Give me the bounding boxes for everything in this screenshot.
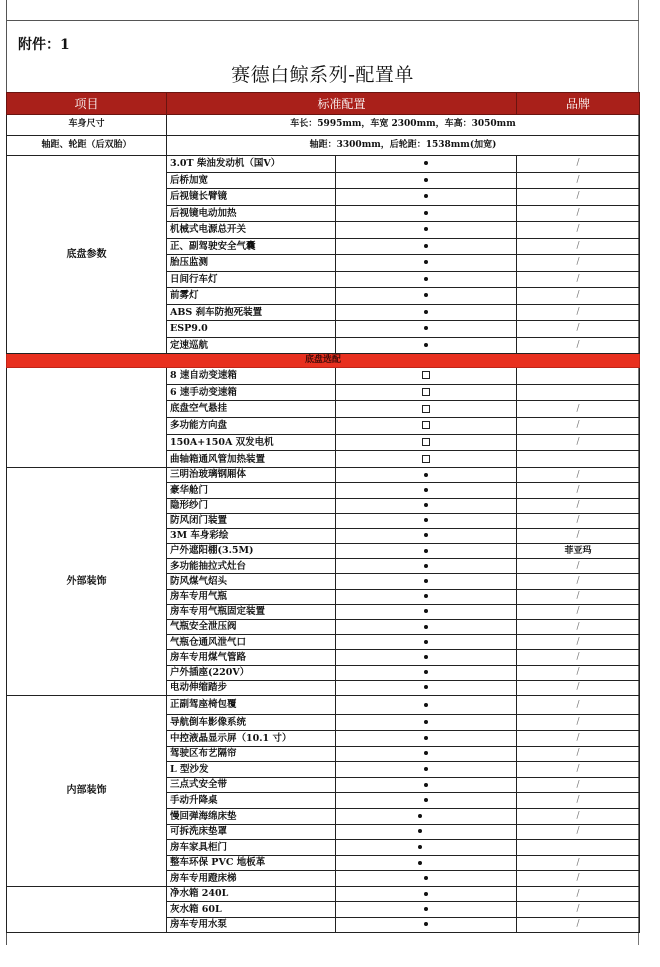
standard-dot-icon: [424, 178, 428, 182]
standard-mark-cell: [336, 321, 517, 338]
dimension-row-wheelbase: [7, 135, 640, 156]
optional-checkbox-icon: [422, 405, 430, 413]
standard-dot-icon: [424, 767, 428, 771]
standard-mark-cell: [336, 886, 517, 901]
standard-mark-cell: [336, 665, 517, 680]
standard-dot-icon: [424, 922, 428, 926]
item-name: 户外遮阳棚(3.5M): [167, 544, 336, 559]
brand-cell: /: [517, 337, 640, 354]
standard-dot-icon: [418, 829, 422, 833]
brand-cell: [517, 368, 640, 385]
standard-dot-icon: [424, 594, 428, 598]
item-name: 气瓶安全泄压阀: [167, 620, 336, 635]
brand-cell: /: [517, 731, 640, 747]
brand-cell: /: [517, 156, 640, 173]
item-name: 正副驾座椅包覆: [167, 695, 336, 715]
standard-dot-icon: [424, 564, 428, 568]
standard-mark-cell: [336, 255, 517, 272]
standard-dot-icon: [424, 685, 428, 689]
item-name: ABS 刹车防抱死装置: [167, 304, 336, 321]
standard-mark-cell: [336, 824, 517, 840]
standard-mark-cell: [336, 288, 517, 305]
item-name: 整车环保 PVC 地板革: [167, 855, 336, 871]
brand-cell: /: [517, 871, 640, 887]
standard-mark-cell: [336, 604, 517, 619]
standard-mark-cell: [336, 513, 517, 528]
brand-cell: /: [517, 746, 640, 762]
item-name: 正、副驾驶安全气囊: [167, 238, 336, 255]
item-name: 防风闭门装置: [167, 513, 336, 528]
brand-cell: /: [517, 650, 640, 665]
optional-checkbox-icon: [422, 455, 430, 463]
brand-cell: /: [517, 434, 640, 451]
item-name: 手动升降桌: [167, 793, 336, 809]
brand-cell: /: [517, 222, 640, 239]
standard-mark-cell: [336, 222, 517, 239]
optional-checkbox-icon: [422, 388, 430, 396]
brand-cell: /: [517, 886, 640, 901]
brand-cell: /: [517, 304, 640, 321]
attachment-label: 附件：1: [18, 37, 70, 53]
standard-mark-cell: [336, 635, 517, 650]
table-row: [7, 156, 640, 173]
standard-dot-icon: [424, 720, 428, 724]
item-name: 驾驶区布艺隔帘: [167, 746, 336, 762]
item-name: 慢回弹海绵床垫: [167, 809, 336, 825]
header-brand: 品牌: [517, 93, 640, 115]
dimension-label: 轴距、轮距（后双胎）: [7, 135, 167, 156]
item-name: 三明治玻璃钢厢体: [167, 468, 336, 483]
brand-cell: /: [517, 468, 640, 483]
standard-dot-icon: [424, 244, 428, 248]
brand-cell: /: [517, 513, 640, 528]
item-name: 多功能方向盘: [167, 418, 336, 435]
item-name: 房车专用蹬床梯: [167, 871, 336, 887]
standard-dot-icon: [418, 861, 422, 865]
standard-dot-icon: [424, 703, 428, 707]
standard-mark-cell: [336, 337, 517, 354]
standard-dot-icon: [424, 736, 428, 740]
brand-cell: /: [517, 172, 640, 189]
standard-mark-cell: [336, 434, 517, 451]
standard-dot-icon: [424, 533, 428, 537]
category-chassis-options: [7, 368, 167, 468]
standard-dot-icon: [424, 503, 428, 507]
item-name: 房车专用气瓶固定装置: [167, 604, 336, 619]
standard-mark-cell: [336, 544, 517, 559]
item-name: 可拆洗床垫罩: [167, 824, 336, 840]
standard-mark-cell: [336, 418, 517, 435]
brand-cell: /: [517, 483, 640, 498]
standard-mark-cell: [336, 451, 517, 468]
standard-dot-icon: [424, 518, 428, 522]
item-name: 机械式电源总开关: [167, 222, 336, 239]
item-name: 后视镜电动加热: [167, 205, 336, 222]
standard-dot-icon: [424, 655, 428, 659]
standard-dot-icon: [424, 907, 428, 911]
standard-mark-cell: [336, 559, 517, 574]
dimension-row-body: [7, 115, 640, 136]
standard-mark-cell: [336, 715, 517, 731]
brand-cell: /: [517, 793, 640, 809]
item-name: 定速巡航: [167, 337, 336, 354]
configuration-table: [6, 92, 640, 933]
standard-mark-cell: [336, 589, 517, 604]
dimension-value: 轴距：3300mm，后轮距：1538mm(加宽): [167, 135, 640, 156]
brand-cell: /: [517, 401, 640, 418]
standard-mark-cell: [336, 384, 517, 401]
brand-cell: /: [517, 809, 640, 825]
standard-dot-icon: [424, 670, 428, 674]
standard-dot-icon: [424, 892, 428, 896]
standard-dot-icon: [424, 277, 428, 281]
document-title: 赛德白鲸系列-配置单: [231, 64, 414, 86]
standard-mark-cell: [336, 777, 517, 793]
standard-mark-cell: [336, 731, 517, 747]
standard-dot-icon: [424, 798, 428, 802]
header-standard-config: 标准配置: [167, 93, 517, 115]
brand-cell: /: [517, 528, 640, 543]
standard-mark-cell: [336, 680, 517, 695]
standard-mark-cell: [336, 762, 517, 778]
standard-mark-cell: [336, 271, 517, 288]
item-name: 防风煤气炤头: [167, 574, 336, 589]
brand-cell: /: [517, 238, 640, 255]
standard-mark-cell: [336, 156, 517, 173]
standard-mark-cell: [336, 746, 517, 762]
standard-mark-cell: [336, 809, 517, 825]
brand-cell: /: [517, 604, 640, 619]
item-name: 房车专用气瓶: [167, 589, 336, 604]
item-name: 底盘空气悬挂: [167, 401, 336, 418]
standard-mark-cell: [336, 528, 517, 543]
standard-mark-cell: [336, 401, 517, 418]
brand-cell: /: [517, 288, 640, 305]
standard-mark-cell: [336, 483, 517, 498]
item-name: 3.0T 柴油发动机（国V）: [167, 156, 336, 173]
item-name: 曲轴箱通风管加热装置: [167, 451, 336, 468]
brand-cell: /: [517, 620, 640, 635]
brand-cell: /: [517, 665, 640, 680]
brand-cell: /: [517, 574, 640, 589]
table-row: [7, 695, 640, 715]
item-name: 中控液晶显示屏（10.1 寸）: [167, 731, 336, 747]
category-chassis: 底盘参数: [7, 156, 167, 354]
brand-cell: /: [517, 205, 640, 222]
brand-cell: /: [517, 680, 640, 695]
standard-dot-icon: [424, 161, 428, 165]
item-name: ESP9.0: [167, 321, 336, 338]
standard-mark-cell: [336, 238, 517, 255]
standard-dot-icon: [424, 625, 428, 629]
brand-cell: /: [517, 321, 640, 338]
item-name: 多功能抽拉式灶台: [167, 559, 336, 574]
brand-cell: /: [517, 635, 640, 650]
item-name: 8 速自动变速箱: [167, 368, 336, 385]
standard-mark-cell: [336, 205, 517, 222]
standard-dot-icon: [424, 194, 428, 198]
item-name: 户外插座(220V）: [167, 665, 336, 680]
standard-mark-cell: [336, 574, 517, 589]
brand-cell: /: [517, 777, 640, 793]
standard-mark-cell: [336, 498, 517, 513]
standard-dot-icon: [424, 260, 428, 264]
optional-checkbox-icon: [422, 421, 430, 429]
standard-mark-cell: [336, 172, 517, 189]
brand-cell: /: [517, 902, 640, 917]
standard-dot-icon: [424, 310, 428, 314]
standard-mark-cell: [336, 917, 517, 932]
standard-mark-cell: [336, 695, 517, 715]
item-name: 三点式安全带: [167, 777, 336, 793]
standard-dot-icon: [424, 211, 428, 215]
item-name: 隐形纱门: [167, 498, 336, 513]
item-name: 前雾灯: [167, 288, 336, 305]
dimension-label: 车身尺寸: [7, 115, 167, 136]
standard-mark-cell: [336, 468, 517, 483]
brand-cell: /: [517, 589, 640, 604]
standard-dot-icon: [424, 473, 428, 477]
section-title: 底盘选配: [7, 354, 640, 368]
item-name: 气瓶仓通风泄气口: [167, 635, 336, 650]
optional-checkbox-icon: [422, 371, 430, 379]
item-name: 胎压监测: [167, 255, 336, 272]
standard-mark-cell: [336, 620, 517, 635]
standard-dot-icon: [424, 227, 428, 231]
standard-dot-icon: [424, 549, 428, 553]
standard-mark-cell: [336, 368, 517, 385]
table-row: [7, 886, 640, 901]
standard-dot-icon: [424, 579, 428, 583]
standard-dot-icon: [424, 751, 428, 755]
standard-mark-cell: [336, 793, 517, 809]
standard-dot-icon: [418, 814, 422, 818]
item-name: 房车专用煤气管路: [167, 650, 336, 665]
standard-dot-icon: [424, 640, 428, 644]
standard-mark-cell: [336, 304, 517, 321]
standard-dot-icon: [424, 488, 428, 492]
brand-cell: /: [517, 271, 640, 288]
standard-mark-cell: [336, 902, 517, 917]
standard-mark-cell: [336, 855, 517, 871]
brand-cell: /: [517, 917, 640, 932]
item-name: 后视镜长臂镜: [167, 189, 336, 206]
brand-cell: [517, 384, 640, 401]
standard-dot-icon: [424, 609, 428, 613]
standard-dot-icon: [424, 326, 428, 330]
standard-dot-icon: [424, 783, 428, 787]
item-name: 后桥加宽: [167, 172, 336, 189]
header-item: 项目: [7, 93, 167, 115]
brand-cell: [517, 840, 640, 856]
brand-cell: 菲亚玛: [517, 544, 640, 559]
category-water: [7, 886, 167, 932]
brand-cell: /: [517, 189, 640, 206]
page-top-border: [6, 20, 639, 21]
brand-cell: /: [517, 255, 640, 272]
standard-mark-cell: [336, 189, 517, 206]
optional-checkbox-icon: [422, 438, 430, 446]
standard-mark-cell: [336, 871, 517, 887]
brand-cell: /: [517, 824, 640, 840]
brand-cell: /: [517, 559, 640, 574]
category-interior: 内部装饰: [7, 695, 167, 886]
table-row: [7, 368, 640, 385]
table-row: [7, 468, 640, 483]
brand-cell: /: [517, 695, 640, 715]
item-name: 净水箱 240L: [167, 886, 336, 901]
brand-cell: /: [517, 715, 640, 731]
item-name: 房车专用水泵: [167, 917, 336, 932]
item-name: 灰水箱 60L: [167, 902, 336, 917]
standard-dot-icon: [418, 845, 422, 849]
brand-cell: /: [517, 762, 640, 778]
item-name: 房车家具柜门: [167, 840, 336, 856]
standard-mark-cell: [336, 840, 517, 856]
standard-dot-icon: [424, 293, 428, 297]
brand-cell: /: [517, 418, 640, 435]
item-name: 日间行车灯: [167, 271, 336, 288]
item-name: 豪华舱门: [167, 483, 336, 498]
standard-mark-cell: [336, 650, 517, 665]
item-name: 150A+150A 双发电机: [167, 434, 336, 451]
table-header-row: [7, 93, 640, 115]
item-name: 3M 车身彩绘: [167, 528, 336, 543]
item-name: 导航倒车影像系统: [167, 715, 336, 731]
item-name: 6 速手动变速箱: [167, 384, 336, 401]
section-header-row: [7, 354, 640, 368]
item-name: L 型沙发: [167, 762, 336, 778]
standard-dot-icon: [424, 876, 428, 880]
brand-cell: /: [517, 855, 640, 871]
dimension-value: 车长：5995mm，车宽 2300mm，车高：3050mm: [167, 115, 640, 136]
brand-cell: /: [517, 498, 640, 513]
category-exterior: 外部装饰: [7, 468, 167, 696]
item-name: 电动伸缩踏步: [167, 680, 336, 695]
standard-dot-icon: [424, 343, 428, 347]
brand-cell: [517, 451, 640, 468]
